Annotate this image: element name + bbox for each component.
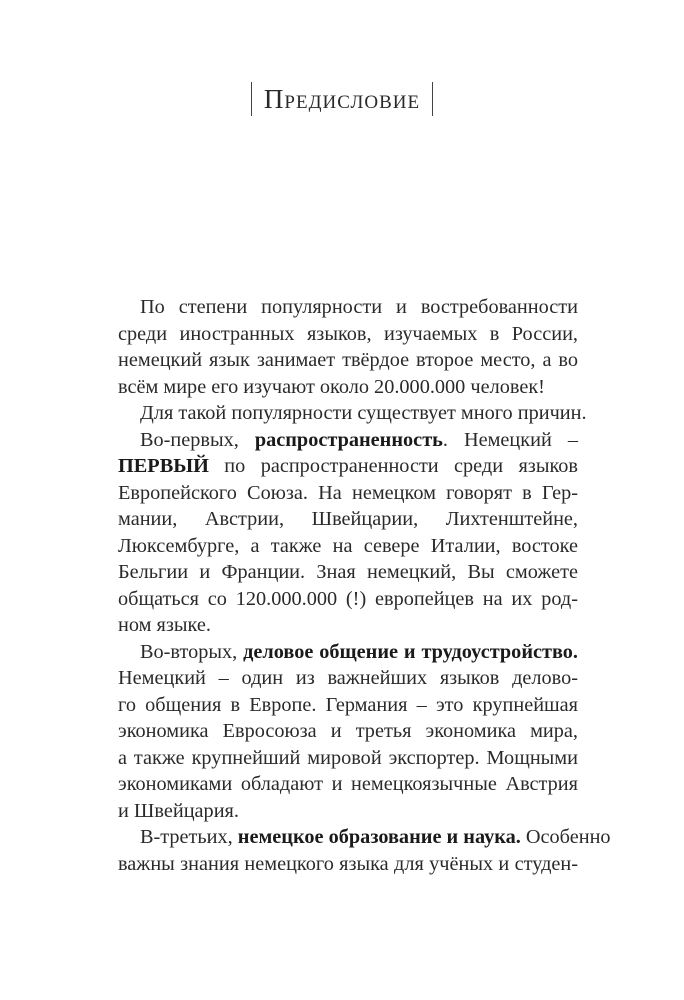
text-line — [118, 294, 578, 321]
bold-text: немецкое образование и наука. — [237, 826, 521, 848]
text-segment: экономика Евросоюза и третья экономика мира, — [118, 720, 578, 742]
paragraph — [118, 824, 611, 877]
bold-text: ПЕРВЫЙ — [118, 455, 209, 477]
text-segment: немецкий язык занимает твёрдое второе место, а во — [118, 349, 578, 371]
text-line — [118, 692, 578, 719]
bold-text: распространенность — [254, 428, 443, 451]
text-line — [118, 586, 578, 613]
text-segment: Во-первых, — [140, 428, 255, 451]
text-line — [118, 321, 578, 348]
text-segment: Бельгии и Франции. Зная немецкий, Вы сможете — [118, 561, 578, 583]
text-segment: а также крупнейший мировой экспортер. Мощными — [118, 746, 578, 769]
text-line — [118, 400, 587, 427]
text-line — [118, 665, 578, 692]
text-line — [118, 824, 611, 851]
text-segment: го общения в Европе. Германия – это крупнейшая — [118, 693, 578, 716]
text-line — [118, 427, 578, 454]
text-line — [118, 851, 578, 878]
page-title: Предисловие — [251, 82, 433, 116]
text-line — [118, 559, 578, 586]
text-segment: общаться со 120.000.000 (!) европейцев на их род- — [118, 587, 578, 610]
text-segment: всём мире его изучают около 20.000.000 человек! — [118, 375, 545, 398]
text-segment: Европейского Союза. На немецком говорят в Гер- — [118, 481, 578, 504]
text-line — [118, 374, 578, 401]
text-segment: важны знания немецкого языка для учёных и студен- — [118, 852, 578, 875]
paragraph — [118, 294, 578, 400]
heading-container — [0, 82, 684, 116]
text-line — [118, 533, 578, 560]
text-line — [118, 480, 578, 507]
text-segment: экономиками обладают и немецкоязычные Австрия — [118, 773, 578, 795]
text-segment: и Швейцария. — [118, 799, 239, 822]
text-line — [118, 506, 578, 533]
text-segment: Для такой популярности существует много причин. — [140, 402, 587, 424]
text-line — [118, 347, 578, 374]
text-segment: По степени популярности и востребованности — [140, 296, 578, 318]
text-line — [118, 745, 578, 772]
text-line — [118, 718, 578, 745]
text-segment: Немецкий – один из важнейших языков делово- — [118, 667, 578, 689]
paragraph — [118, 427, 578, 639]
text-segment: . Немецкий – — [442, 428, 578, 451]
text-line — [118, 771, 578, 798]
text-segment: среди иностранных языков, изучаемых в России, — [118, 322, 578, 345]
text-segment: Во-вторых, — [140, 640, 244, 663]
text-segment: Особенно — [520, 826, 611, 848]
text-line — [118, 453, 578, 480]
paragraph — [118, 639, 578, 825]
body-text — [118, 294, 611, 877]
text-segment: мании, Австрии, Швейцарии, Лихтенштейне, — [118, 508, 578, 530]
text-segment: Люксембурге, а также на севере Италии, востоке — [118, 534, 578, 557]
bold-text: деловое общение и трудоустройство. — [243, 640, 578, 663]
text-line — [118, 639, 578, 666]
text-segment: ном языке. — [118, 614, 211, 636]
text-line — [118, 798, 578, 825]
text-segment: В-третьих, — [140, 826, 238, 848]
paragraph — [118, 400, 587, 427]
text-segment: по распространенности среди языков — [208, 455, 578, 477]
text-line — [118, 612, 578, 639]
